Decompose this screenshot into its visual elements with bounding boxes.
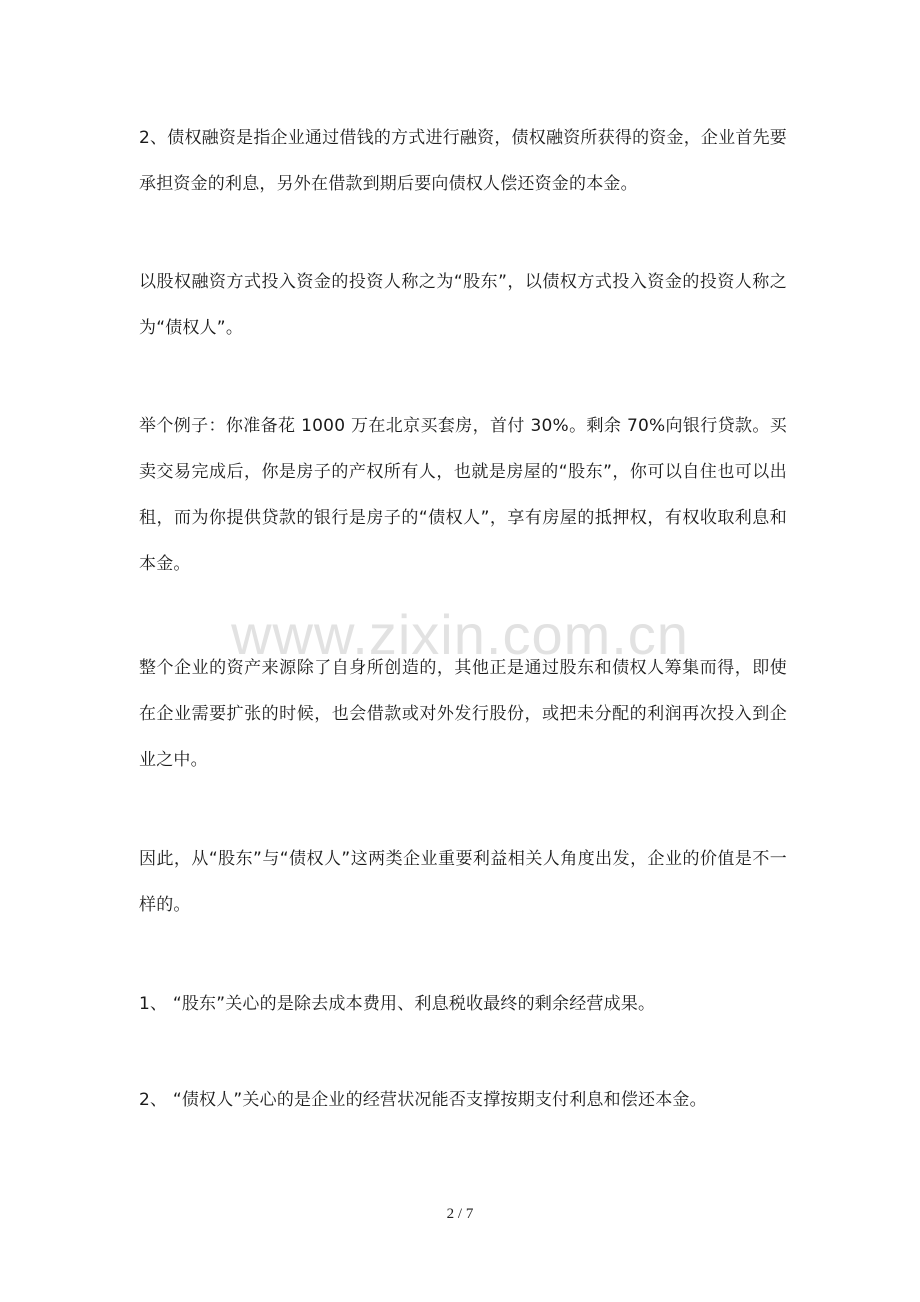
paragraph-investor-names: 以股权融资方式投入资金的投资人称之为“股东”，以债权方式投入资金的投资人称之为“债权人”。 [139,272,787,338]
list-item-shareholder: 1、 “股东”关心的是除去成本费用、利息税收最终的剩余经营成果。 [139,994,656,1014]
page-number: 2 / 7 [446,1206,474,1222]
watermark: www.zixin.com.cn [231,603,689,666]
paragraph-asset-sources: 整个企业的资产来源除了自身所创造的，其他正是通过股东和债权人筹集而得，即使在企业需要扩张的时候，也会借款或对外发行股份，或把未分配的利润再次投入到企业之中。 [139,658,787,770]
list-item-creditor: 2、 “债权人”关心的是企业的经营状况能否支撑按期支付利息和偿还本金。 [139,1090,707,1110]
paragraph-house-example: 举个例子：你准备花 1000 万在北京买套房，首付 30%。剩余 70%向银行贷款。买卖交易完成后，你是房子的产权所有人，也就是房屋的“股东”，你可以自住也可以出租，而为你提供贷款的银行是房子的“债权人”，享有房屋的抵押权，有权收取利息和本金。 [139,416,787,574]
paragraph-conclusion: 因此，从“股东”与“债权人”这两类企业重要利益相关人角度出发，企业的价值是不一样的。 [139,849,787,915]
paragraph-debt-financing: 2、债权融资是指企业通过借钱的方式进行融资，债权融资所获得的资金，企业首先要承担资金的利息，另外在借款到期后要向债权人偿还资金的本金。 [139,128,787,194]
